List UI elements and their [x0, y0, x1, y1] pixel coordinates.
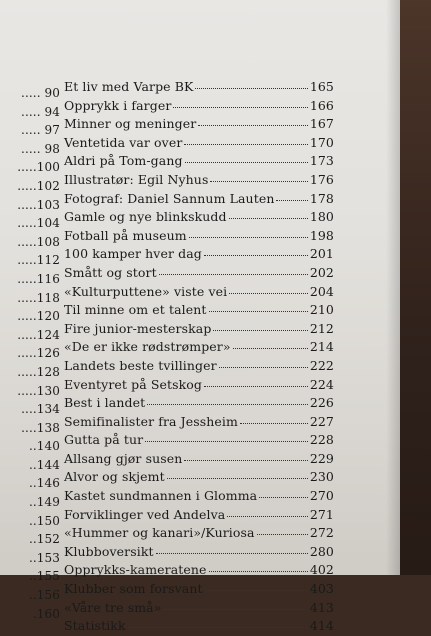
toc-entry	[64, 506, 334, 525]
toc-entry-title: Gamle og nye blinkskudd	[64, 209, 227, 225]
toc-entry	[64, 78, 334, 97]
left-page-number: ..146	[28, 476, 60, 491]
toc-entry	[64, 301, 334, 320]
toc-entry-page: 402	[309, 562, 334, 578]
toc-entry-title: Gutta på tur	[64, 432, 144, 448]
toc-leader-dots	[204, 245, 308, 256]
toc-entry	[64, 338, 334, 357]
toc-leader-dots	[240, 413, 308, 424]
toc-leader-dots	[204, 376, 308, 387]
toc-leader-dots	[163, 599, 307, 610]
toc-entry	[64, 450, 334, 469]
toc-entry	[64, 171, 334, 190]
toc-leader-dots	[156, 543, 308, 554]
toc-entry-title: Ventetida var over	[64, 134, 183, 150]
toc-entry	[64, 357, 334, 376]
toc-entry-title: Fotograf: Daniel Sannum Lauten	[64, 190, 275, 206]
toc-entry-page: 222	[309, 357, 334, 373]
toc-entry-page: 167	[309, 116, 334, 132]
toc-entry-page: 204	[309, 283, 334, 299]
toc-entry-page: 166	[309, 97, 334, 113]
toc-entry	[64, 413, 334, 432]
left-page-number: .....124	[17, 327, 60, 342]
toc-entry-title: Aldri på Tom-gang	[64, 153, 183, 169]
toc-entry-page: 226	[309, 395, 334, 411]
toc-entry-page: 414	[309, 618, 334, 634]
toc-entry-title: Kastet sundmannen i Glomma	[64, 488, 258, 504]
toc-entry-page: 198	[309, 227, 334, 243]
toc-entry	[64, 134, 334, 153]
left-column-page-numbers	[0, 84, 60, 623]
toc-entry-page: 224	[309, 376, 334, 392]
toc-entry-title: «Våre tre små»	[64, 599, 162, 615]
left-page-number: ....138	[21, 420, 60, 435]
toc-leader-dots	[276, 190, 307, 201]
toc-leader-dots	[159, 264, 308, 275]
toc-leader-dots	[173, 97, 307, 108]
toc-entry-page: 214	[309, 339, 334, 355]
toc-leader-dots	[195, 78, 307, 89]
toc-entry-page: 210	[309, 302, 334, 318]
toc-entry-page: 180	[309, 209, 334, 225]
toc-entry-title: Et liv med Varpe BK	[64, 79, 194, 94]
toc-leader-dots	[198, 115, 308, 126]
toc-leader-dots	[229, 208, 308, 219]
background-surface	[400, 0, 431, 575]
toc-entry-title: Illustratør: Egil Nyhus	[64, 171, 209, 187]
toc-entry	[64, 599, 334, 618]
toc-leader-dots	[209, 301, 308, 312]
left-page-number: ..144	[28, 457, 60, 472]
toc-entry-page: 165	[309, 79, 334, 94]
left-page-number: ..152	[28, 532, 60, 547]
toc-entry-title: Klubber som forsvant	[64, 581, 203, 597]
left-page-number: .....118	[17, 290, 60, 305]
left-page-number: .....104	[17, 216, 60, 231]
toc-entry	[64, 617, 334, 636]
toc-entry-title: Semifinalister fra Jessheim	[64, 413, 238, 429]
left-page-number: ..... 98	[21, 141, 60, 156]
toc-entry-title: Fotball på museum	[64, 227, 187, 243]
toc-entry	[64, 394, 334, 413]
toc-leader-dots	[213, 320, 307, 331]
table-of-contents	[64, 78, 334, 636]
left-page-number: ..... 97	[21, 123, 60, 138]
left-page-number: .....100	[17, 160, 60, 175]
toc-entry-page: 227	[309, 413, 334, 429]
left-page-number: ..150	[28, 513, 60, 528]
toc-entry	[64, 561, 334, 580]
toc-entry-title: Til minne om et talent	[64, 302, 207, 318]
toc-entry-page: 271	[309, 506, 334, 522]
toc-entry-page: 280	[309, 543, 334, 559]
toc-entry	[64, 431, 334, 450]
toc-entry	[64, 580, 334, 599]
toc-entry-page: 272	[309, 525, 334, 541]
toc-entry-page: 413	[309, 599, 334, 615]
left-page-number: .....120	[17, 309, 60, 324]
toc-entry-page: 178	[309, 190, 334, 206]
left-page-number: .....116	[17, 271, 60, 286]
toc-entry-title: Minner og meninger	[64, 116, 197, 132]
toc-leader-dots	[145, 431, 308, 442]
toc-entry	[64, 190, 334, 209]
left-page-number: .....108	[17, 234, 60, 249]
toc-entry-title: «Kulturputtene» viste vei	[64, 283, 228, 299]
toc-entry	[64, 468, 334, 487]
left-page-number: ..149	[28, 495, 60, 510]
toc-leader-dots	[227, 506, 307, 517]
toc-entry-page: 229	[309, 450, 334, 466]
toc-entry	[64, 524, 334, 543]
toc-entry	[64, 245, 334, 264]
toc-leader-dots	[185, 152, 308, 163]
left-page-number: ..... 94	[21, 104, 60, 119]
toc-entry-page: 170	[309, 134, 334, 150]
toc-entry	[64, 115, 334, 134]
toc-entry-title: Best i landet	[64, 395, 146, 411]
left-page-number: .....126	[17, 346, 60, 361]
toc-leader-dots	[147, 394, 308, 405]
toc-entry-title: «Hummer og kanari»/Kuriosa	[64, 525, 255, 541]
left-page-number: .....128	[17, 364, 60, 379]
toc-entry-page: 403	[309, 581, 334, 597]
toc-entry-page: 202	[309, 264, 334, 280]
toc-leader-dots	[219, 357, 308, 368]
toc-entry-page: 176	[309, 171, 334, 187]
left-page-number: ..153	[28, 550, 60, 565]
toc-entry-page: 230	[309, 469, 334, 485]
toc-entry-title: Fire junior-mesterskap	[64, 320, 212, 336]
toc-leader-dots	[209, 561, 308, 572]
left-page-number: ....134	[21, 402, 60, 417]
toc-entry-title: Eventyret på Setskog	[64, 376, 203, 392]
toc-entry	[64, 376, 334, 395]
toc-entry-title: Opprykk i farger	[64, 97, 172, 113]
toc-entry-title: Klubboversikt	[64, 543, 154, 559]
left-page-number: .....112	[17, 253, 60, 268]
left-page-number: .160	[32, 606, 60, 621]
toc-entry	[64, 283, 334, 302]
toc-entry	[64, 208, 334, 227]
toc-entry-title: Forviklinger ved Andelva	[64, 506, 226, 522]
toc-entry-title: 100 kamper hver dag	[64, 246, 202, 262]
left-page-number: .....130	[17, 383, 60, 398]
left-page-number: .....103	[17, 197, 60, 212]
toc-entry	[64, 97, 334, 116]
left-page-number: ..155	[28, 569, 60, 584]
toc-entry-page: 173	[309, 153, 334, 169]
toc-leader-dots	[259, 487, 308, 498]
toc-leader-dots	[233, 338, 308, 349]
toc-entry-title: Landets beste tvillinger	[64, 357, 217, 373]
toc-entry-title: Smått og stort	[64, 264, 157, 280]
toc-entry-title: Opprykks-kameratene	[64, 562, 207, 578]
toc-entry-page: 270	[309, 488, 334, 504]
left-page-number: .....102	[17, 178, 60, 193]
toc-entry-title: Allsang gjør susen	[64, 450, 183, 466]
toc-entry	[64, 264, 334, 283]
left-page-number: ..... 90	[21, 86, 60, 100]
toc-entry-title: «De er ikke rødstrømper»	[64, 339, 231, 355]
toc-entry	[64, 320, 334, 339]
toc-leader-dots	[229, 283, 308, 294]
toc-entry-page: 228	[309, 432, 334, 448]
toc-entry	[64, 487, 334, 506]
toc-entry-title: Alvor og skjemt	[64, 469, 165, 485]
toc-entry	[64, 227, 334, 246]
toc-entry-title: Statistikk	[64, 618, 126, 634]
toc-entry-page: 212	[309, 320, 334, 336]
toc-leader-dots	[167, 468, 308, 479]
toc-entry-page: 201	[309, 246, 334, 262]
toc-leader-dots	[184, 450, 307, 461]
toc-leader-dots	[205, 580, 308, 591]
left-page-number: ..140	[28, 439, 60, 454]
toc-entry	[64, 152, 334, 171]
toc-leader-dots	[184, 134, 307, 145]
toc-leader-dots	[210, 171, 307, 182]
toc-leader-dots	[128, 617, 308, 628]
toc-leader-dots	[257, 524, 308, 535]
toc-entry	[64, 543, 334, 562]
left-page-number: ..156	[28, 588, 60, 603]
toc-leader-dots	[189, 227, 308, 238]
